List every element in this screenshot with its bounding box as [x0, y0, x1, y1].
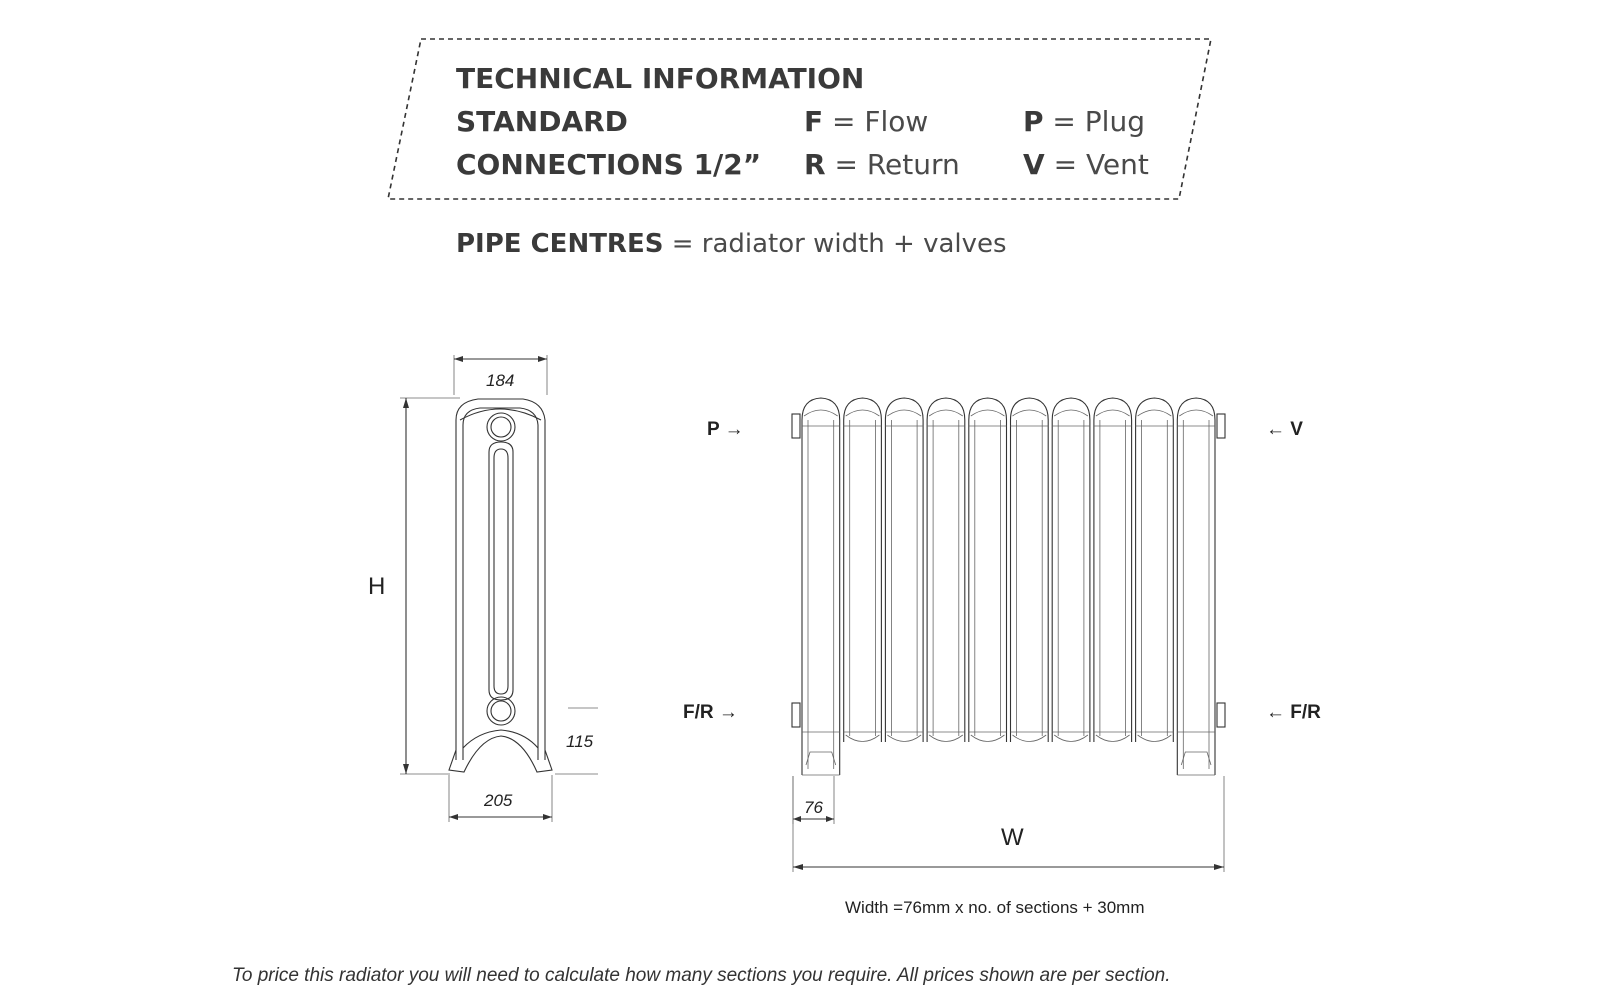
radiator-section: [1011, 398, 1049, 742]
radiator-sections: [792, 398, 1225, 775]
front-view: [683, 398, 1321, 872]
radiator-section: [1052, 398, 1090, 742]
legend-flow: F = Flow: [804, 105, 929, 138]
side-view: [368, 355, 598, 822]
side-depth-dimension: 184: [486, 371, 515, 390]
radiator-section: [1094, 398, 1132, 742]
overall-width-label: W: [1001, 824, 1024, 851]
legend-return: R = Return: [804, 148, 960, 181]
legend-vent: V = Vent: [1023, 148, 1149, 181]
connection-hub: [1217, 414, 1225, 438]
section-width-dimension: 76: [804, 798, 823, 817]
info-connections-label: CONNECTIONS 1/2”: [456, 148, 762, 181]
info-title: TECHNICAL INFORMATION: [456, 62, 865, 95]
label-flow-return-left: F/R →: [683, 702, 738, 723]
radiator-section: [844, 398, 882, 742]
side-connection-height: 115: [566, 732, 594, 751]
connection-hub: [1217, 703, 1225, 727]
legend-plug: P = Plug: [1023, 105, 1145, 138]
pipe-centres-note: PIPE CENTRES = radiator width + valves: [456, 229, 1007, 259]
connection-hub: [792, 703, 800, 727]
info-standard-label: STANDARD: [456, 105, 628, 138]
radiator-section: [802, 398, 840, 775]
width-formula: Width =76mm x no. of sections + 30mm: [845, 898, 1145, 917]
radiator-section: [927, 398, 965, 742]
radiator-section: [1136, 398, 1174, 742]
connection-hub: [792, 414, 800, 438]
radiator-section: [969, 398, 1007, 742]
label-vent-connection: ← V: [1266, 419, 1303, 440]
label-flow-return-right: ← F/R: [1266, 702, 1321, 723]
radiator-section: [1177, 398, 1215, 775]
label-plug-connection: P →: [707, 419, 744, 440]
pricing-footnote: To price this radiator you will need to calculate how many sections you require. All prices shown are per section.: [232, 965, 1171, 986]
radiator-section: [885, 398, 923, 742]
side-height-label: H: [368, 573, 386, 600]
side-base-dimension: 205: [484, 791, 513, 810]
